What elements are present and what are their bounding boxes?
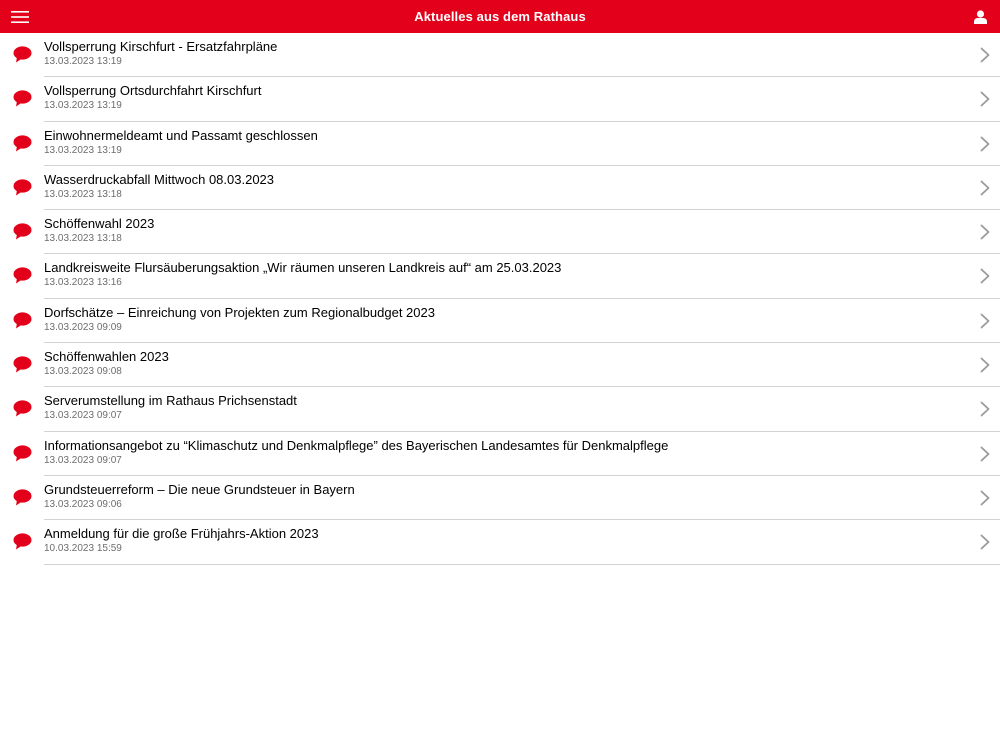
chevron-right-icon (980, 180, 990, 196)
speech-bubble-icon (13, 400, 32, 417)
news-item-content (44, 166, 1000, 210)
news-item[interactable] (0, 299, 1000, 343)
app-header (0, 0, 1000, 33)
news-item-title: Vollsperrung Kirschfurt - Ersatzfahrpläne (44, 39, 278, 54)
news-item[interactable] (0, 210, 1000, 254)
hamburger-menu-icon (11, 11, 29, 23)
news-item-title: Anmeldung für die große Frühjahrs-Aktion 2023 (44, 526, 319, 542)
news-item-content (44, 77, 1000, 121)
news-item-content (44, 343, 1000, 387)
news-item-date: 13.03.2023 09:07 (44, 454, 122, 466)
speech-bubble-icon (13, 312, 32, 329)
speech-bubble-icon (13, 445, 32, 462)
chevron-right-icon (980, 313, 990, 329)
speech-bubble-icon (13, 179, 32, 196)
news-item[interactable] (0, 33, 1000, 77)
news-item-date: 13.03.2023 09:07 (44, 410, 122, 422)
news-item-date: 13.03.2023 09:09 (44, 321, 122, 333)
news-item-title: Vollsperrung Ortsdurchfahrt Kirschfurt (44, 83, 262, 99)
chevron-right-icon (980, 136, 990, 152)
speech-bubble-icon (13, 223, 32, 240)
news-item-content (44, 432, 1000, 476)
news-item[interactable] (0, 122, 1000, 166)
speech-bubble-icon (13, 135, 32, 152)
news-item-title: Landkreisweite Flursäuberungsaktion „Wir räumen unseren Landkreis auf“ am 25.03.2023 (44, 260, 562, 276)
news-item[interactable] (0, 254, 1000, 298)
news-list (0, 33, 1000, 565)
news-item[interactable] (0, 77, 1000, 121)
chevron-right-icon (980, 401, 990, 417)
news-item[interactable] (0, 520, 1000, 564)
news-item-content (44, 299, 1000, 343)
page-title: Aktuelles aus dem Rathaus (414, 9, 586, 24)
chevron-right-icon (980, 357, 990, 373)
news-item[interactable] (0, 432, 1000, 476)
news-item-title: Serverumstellung im Rathaus Prichsenstadt (44, 393, 297, 409)
news-item-date: 13.03.2023 13:18 (44, 233, 122, 245)
news-item-date: 13.03.2023 13:19 (44, 56, 122, 67)
news-item-date: 13.03.2023 13:16 (44, 277, 122, 289)
news-item-title: Schöffenwahlen 2023 (44, 349, 169, 365)
user-button[interactable] (960, 0, 1000, 33)
chevron-right-icon (980, 47, 990, 63)
news-item-title: Informationsangebot zu “Klimaschutz und Denkmalpflege” des Bayerischen Landesamtes für Denkmalpflege (44, 437, 669, 453)
speech-bubble-icon (13, 356, 32, 373)
user-icon (974, 10, 987, 24)
news-item-title: Dorfschätze – Einreichung von Projekten zum Regionalbudget 2023 (44, 304, 435, 320)
speech-bubble-icon (13, 489, 32, 506)
news-item[interactable] (0, 387, 1000, 431)
chevron-right-icon (980, 91, 990, 107)
news-item[interactable] (0, 166, 1000, 210)
news-item-date: 13.03.2023 13:19 (44, 144, 122, 156)
news-item-date: 10.03.2023 15:59 (44, 543, 122, 555)
news-item-content (44, 254, 1000, 298)
speech-bubble-icon (13, 533, 32, 550)
news-item-content (44, 210, 1000, 254)
news-item[interactable] (0, 476, 1000, 520)
news-item-title: Wasserdruckabfall Mittwoch 08.03.2023 (44, 171, 275, 187)
news-item-date: 13.03.2023 13:19 (44, 100, 122, 112)
news-item-date: 13.03.2023 09:08 (44, 366, 122, 378)
chevron-right-icon (980, 490, 990, 506)
chevron-right-icon (980, 268, 990, 284)
chevron-right-icon (980, 446, 990, 462)
news-item-content (44, 33, 1000, 77)
news-item-title: Grundsteuerreform – Die neue Grundsteuer in Bayern (44, 481, 355, 497)
speech-bubble-icon (13, 267, 32, 284)
news-item[interactable] (0, 343, 1000, 387)
menu-button[interactable] (0, 0, 40, 33)
news-item-date: 13.03.2023 09:06 (44, 498, 122, 510)
news-item-content (44, 387, 1000, 431)
news-item-date: 13.03.2023 13:18 (44, 188, 122, 200)
chevron-right-icon (980, 224, 990, 240)
news-item-content (44, 520, 1000, 564)
chevron-right-icon (980, 534, 990, 550)
news-item-content (44, 476, 1000, 520)
news-item-title: Einwohnermeldeamt und Passamt geschlossen (44, 127, 318, 143)
speech-bubble-icon (13, 46, 32, 63)
news-item-content (44, 122, 1000, 166)
news-item-title: Schöffenwahl 2023 (44, 216, 155, 232)
speech-bubble-icon (13, 90, 32, 107)
